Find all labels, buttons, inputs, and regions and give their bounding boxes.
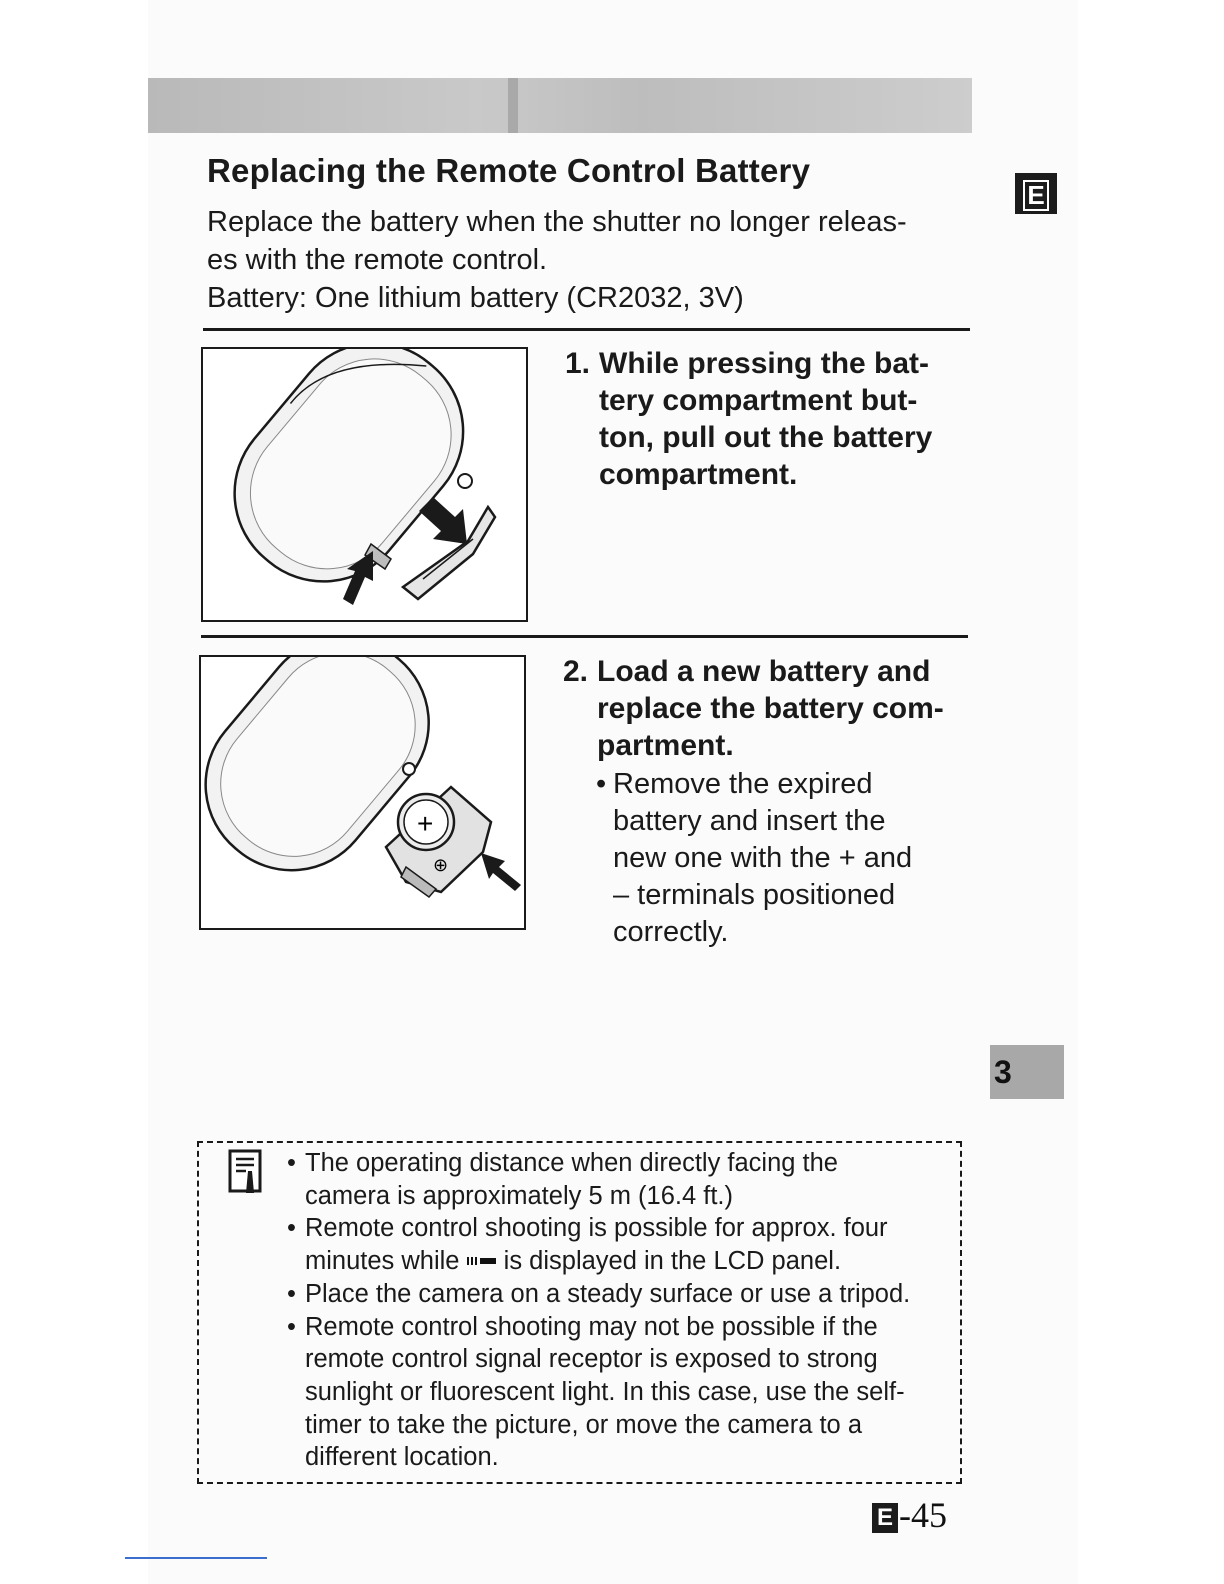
illustration-insert-battery	[199, 655, 526, 930]
step-line: partment.	[597, 729, 734, 762]
remote-control-drawing	[203, 349, 526, 620]
step-number: 2.	[563, 655, 589, 688]
language-tab: E	[1015, 173, 1057, 214]
chapter-tab: 3	[990, 1045, 1064, 1099]
remote-mode-icon	[467, 1254, 497, 1268]
memo-icon	[228, 1149, 264, 1195]
note-line: Remove the expired	[613, 768, 873, 800]
bottom-link-underline[interactable]	[125, 1557, 267, 1559]
step-number: 1.	[565, 347, 591, 380]
step-line: compartment.	[599, 458, 798, 491]
intro-text	[207, 203, 977, 317]
arrow-icon	[419, 497, 467, 544]
step-line: ton, pull out the battery	[599, 421, 933, 454]
step-line: Load a new battery and	[597, 655, 931, 688]
bullet: •	[596, 768, 607, 800]
step-line: replace the battery com-	[597, 692, 944, 725]
notes-list	[285, 1147, 961, 1474]
battery-spec: Battery: One lithium battery (CR2032, 3V)	[207, 282, 744, 314]
header-band-shade	[508, 78, 518, 133]
step-2-note	[594, 766, 964, 951]
note-item: • The operating distance when directly facing the camera is approximately 5 m (16.4 ft.)	[287, 1149, 838, 1210]
plus-mark-label: ⊕	[433, 855, 449, 875]
arrow-icon	[481, 853, 521, 891]
language-mark: E	[872, 1503, 898, 1533]
note-line: – terminals positioned	[613, 879, 896, 911]
note-item: • Place the camera on a steady surface or use a tripod.	[287, 1279, 911, 1308]
note-line: correctly.	[613, 916, 729, 948]
note-item: • Remote control shooting may not be possible if the remote control signal receptor is exposed to strong sunlight or fluorescent light. In this case, use the self- timer to take the picture, or move the camera to a different location.	[287, 1312, 905, 1472]
divider	[203, 328, 970, 331]
plus-terminal-label: +	[417, 808, 434, 839]
step-line: While pressing the bat-	[599, 347, 930, 380]
step-2	[563, 653, 973, 764]
illustration-open-compartment	[201, 347, 528, 622]
note-item: • Remote control shooting is possible for approx. four minutes while is displayed in the LCD panel.	[287, 1214, 888, 1276]
step-line: tery compartment but-	[599, 384, 918, 417]
intro-line: Replace the battery when the shutter no longer releas-	[207, 206, 907, 238]
section-title: Replacing the Remote Control Battery	[207, 152, 811, 189]
remote-control-drawing	[201, 657, 524, 928]
note-line: new one with the + and	[613, 842, 913, 874]
intro-line: es with the remote control.	[207, 244, 548, 276]
header-band	[148, 78, 972, 133]
page-number: E -45	[872, 1494, 947, 1536]
step-1	[565, 345, 965, 493]
note-line: battery and insert the	[613, 805, 886, 837]
divider	[201, 635, 968, 638]
notes-box	[197, 1141, 962, 1484]
